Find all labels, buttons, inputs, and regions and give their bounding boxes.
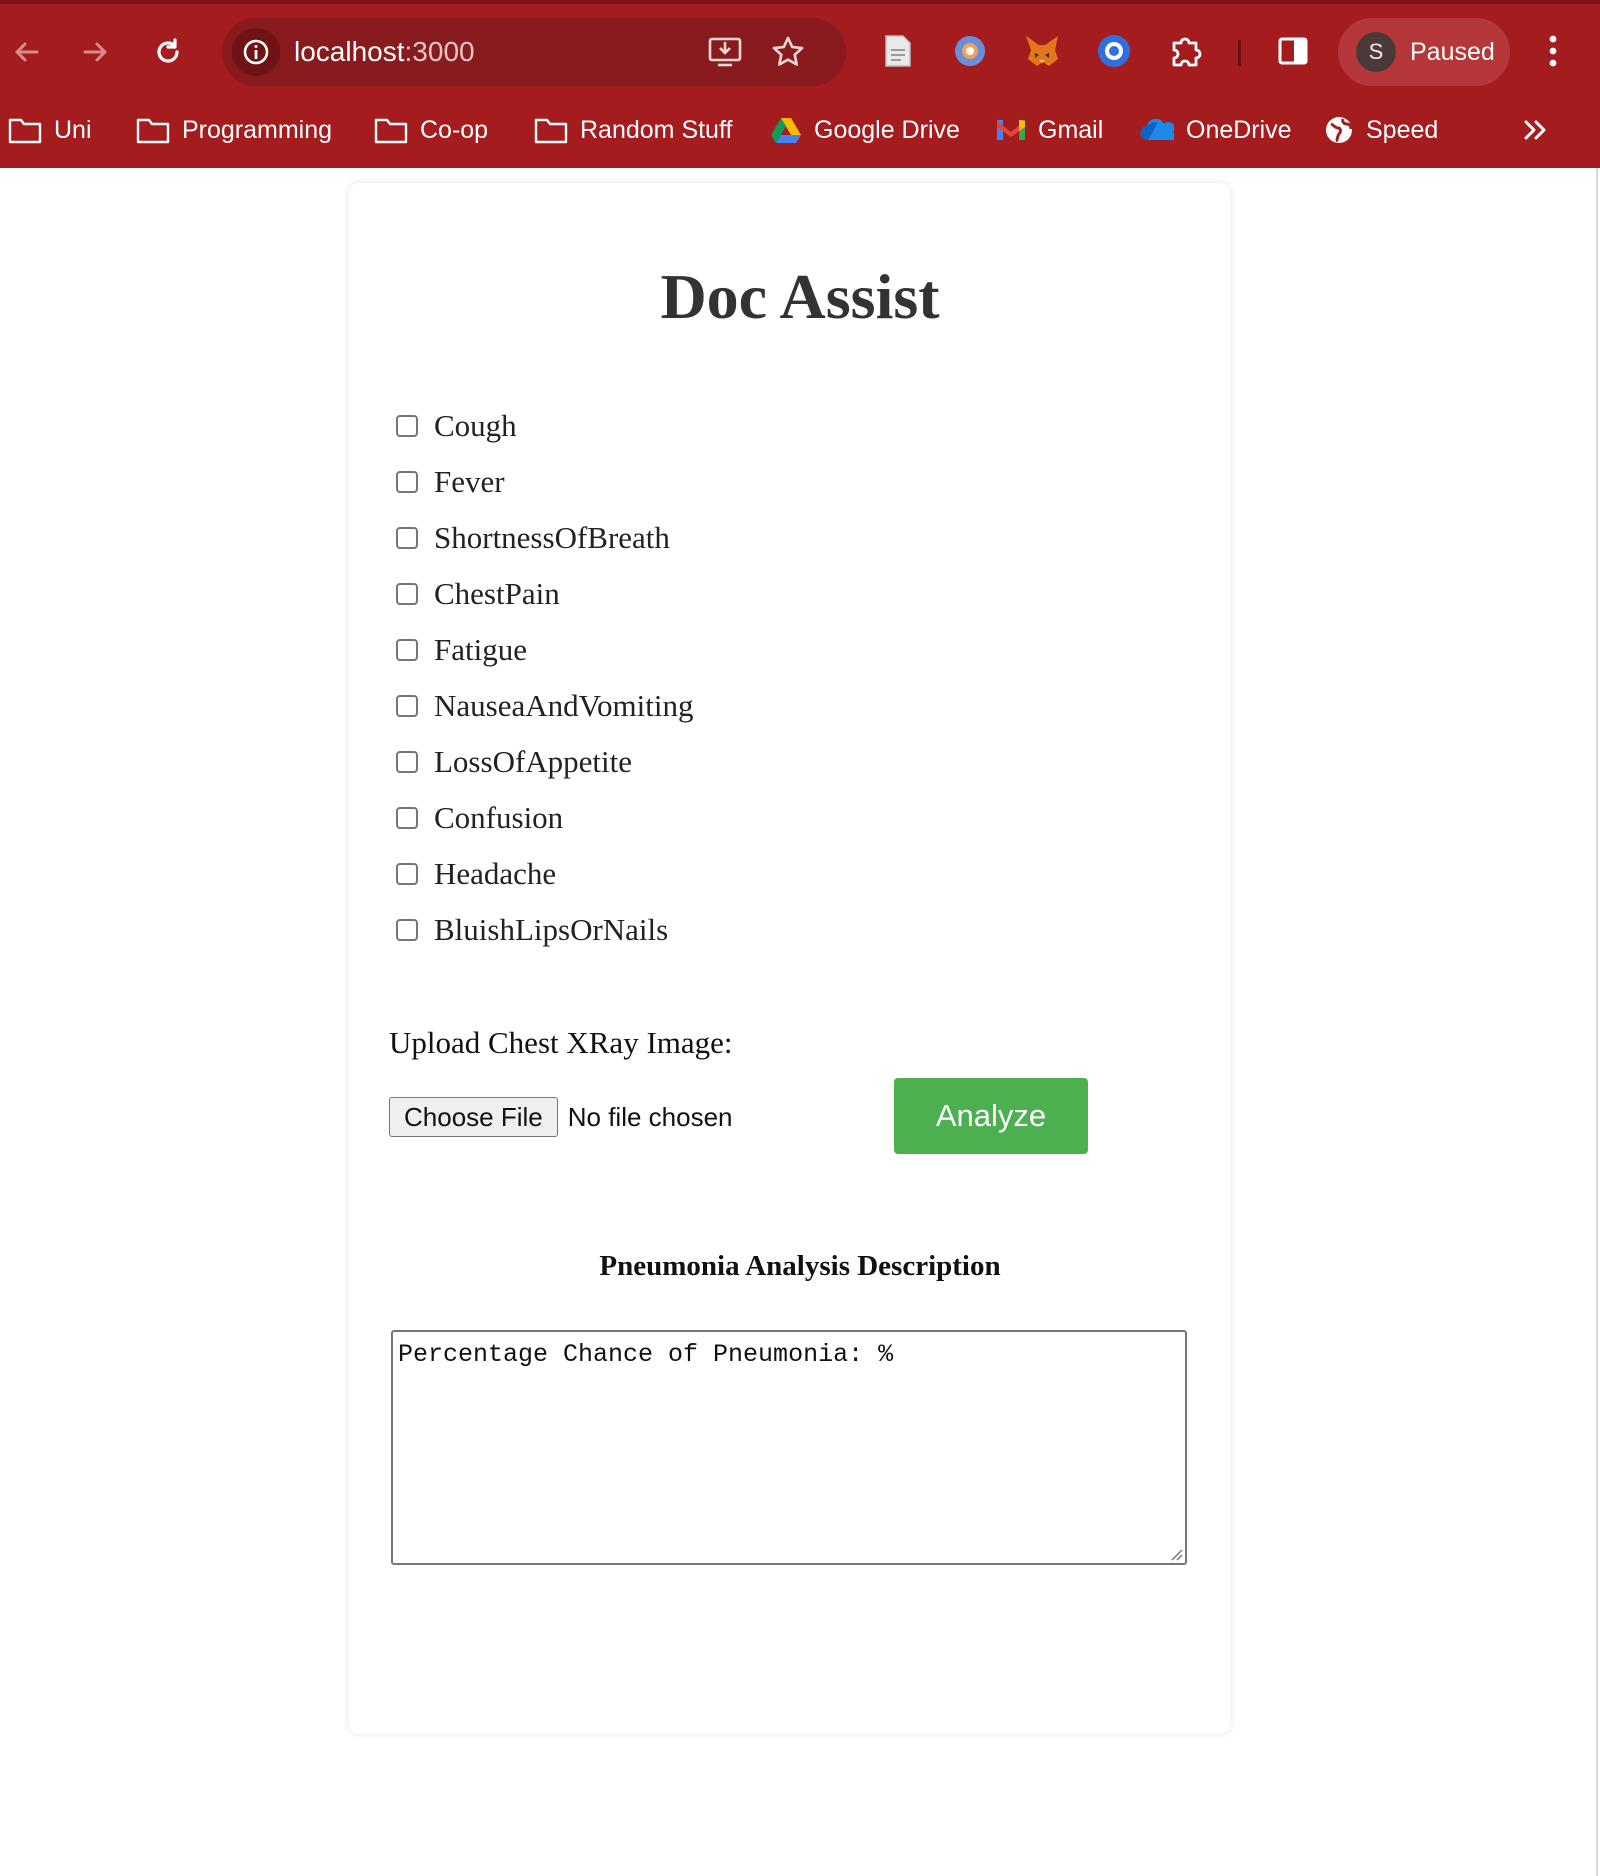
url-text: [294, 36, 475, 68]
kebab-menu-icon: [1548, 34, 1558, 68]
bookmark-speed[interactable]: [1324, 112, 1438, 148]
bookmark-programming[interactable]: [136, 112, 332, 148]
bookmark-google-drive[interactable]: [770, 112, 960, 148]
back-button[interactable]: [0, 26, 52, 78]
symptom-checkbox[interactable]: [396, 527, 418, 549]
globe-icon: [1324, 115, 1354, 145]
symptom-item[interactable]: [396, 566, 693, 622]
bookmark-label: Speed: [1366, 115, 1439, 144]
symptom-checkbox[interactable]: [396, 471, 418, 493]
extension-metamask[interactable]: [1019, 28, 1065, 74]
symptom-item[interactable]: [396, 790, 693, 846]
browser-menu-button[interactable]: [1530, 28, 1576, 74]
document-icon: [883, 34, 913, 68]
reload-icon: [153, 37, 183, 67]
profile-status: Paused: [1410, 38, 1495, 66]
bookmark-uni[interactable]: [8, 112, 92, 148]
bookmark-gmail[interactable]: [996, 112, 1103, 148]
onedrive-icon: [1140, 119, 1174, 141]
symptom-checkbox[interactable]: [396, 639, 418, 661]
symptom-item[interactable]: [396, 734, 693, 790]
symptom-label[interactable]: NauseaAndVomiting: [434, 688, 694, 723]
analyze-button[interactable]: Analyze: [894, 1078, 1088, 1154]
extension-circle[interactable]: [947, 28, 993, 74]
symptom-item[interactable]: [396, 510, 693, 566]
result-textarea[interactable]: [391, 1330, 1187, 1565]
site-info-button[interactable]: [232, 28, 280, 76]
extension-orbit-icon: [952, 33, 988, 69]
double-chevron-right-icon: [1523, 119, 1549, 141]
symptom-label[interactable]: Fever: [434, 464, 505, 499]
url-host: localhost: [294, 36, 405, 67]
symptom-label[interactable]: Fatigue: [434, 632, 527, 667]
description-heading: Pneumonia Analysis Description: [599, 1250, 1001, 1282]
bookmark-label: Google Drive: [814, 115, 960, 144]
bookmark-star-button[interactable]: [768, 32, 808, 72]
resize-grip-icon[interactable]: [1167, 1545, 1183, 1561]
symptom-label[interactable]: ChestPain: [434, 576, 560, 611]
side-panel-icon: [1277, 35, 1309, 67]
folder-icon: [374, 116, 408, 144]
star-icon: [771, 35, 805, 69]
symptom-checkbox[interactable]: [396, 415, 418, 437]
symptom-item[interactable]: [396, 398, 693, 454]
symptom-item[interactable]: [396, 622, 693, 678]
symptom-label[interactable]: Headache: [434, 856, 557, 891]
bookmark-label: Random Stuff: [580, 115, 733, 144]
upload-label: Upload Chest XRay Image:: [389, 1025, 733, 1060]
extension-document[interactable]: [875, 28, 921, 74]
bookmark-label: Co-op: [420, 115, 489, 144]
symptom-checkbox[interactable]: [396, 583, 418, 605]
browser-toolbar: [0, 4, 1600, 98]
symptom-item[interactable]: [396, 678, 693, 734]
symptom-label[interactable]: Cough: [434, 408, 517, 443]
symptom-label[interactable]: ShortnessOfBreath: [434, 520, 670, 555]
install-app-button[interactable]: [706, 32, 746, 72]
forward-button[interactable]: [70, 26, 122, 78]
bookmark-label: Programming: [182, 115, 333, 144]
symptom-item[interactable]: [396, 846, 693, 902]
choose-file-button[interactable]: Choose File: [389, 1097, 558, 1137]
symptom-list: [396, 398, 693, 958]
toolbar-divider: [1238, 40, 1241, 66]
result-text: Percentage Chance of Pneumonia: %: [398, 1340, 894, 1369]
bookmark-onedrive[interactable]: [1140, 112, 1292, 148]
folder-icon: [8, 116, 42, 144]
folder-icon: [136, 116, 170, 144]
google-drive-icon: [770, 116, 802, 144]
symptom-checkbox[interactable]: [396, 863, 418, 885]
fox-icon: [1023, 33, 1061, 69]
bookmark-label: Gmail: [1038, 115, 1104, 144]
symptom-checkbox[interactable]: [396, 807, 418, 829]
symptom-checkbox[interactable]: [396, 919, 418, 941]
gmail-icon: [996, 118, 1026, 142]
page-scroll-edge: [1596, 168, 1598, 1876]
bookmark-label: Uni: [54, 115, 92, 144]
install-icon: [708, 36, 744, 68]
folder-icon: [534, 116, 568, 144]
bookmark-random-stuff[interactable]: [534, 112, 732, 148]
reload-button[interactable]: [142, 26, 194, 78]
arrow-left-icon: [11, 37, 41, 67]
symptom-checkbox[interactable]: [396, 751, 418, 773]
bookmarks-bar: [0, 98, 1600, 164]
extensions-button[interactable]: [1163, 28, 1209, 74]
page-title: Doc Assist: [660, 261, 940, 332]
symptom-item[interactable]: [396, 454, 693, 510]
symptom-checkbox[interactable]: [396, 695, 418, 717]
file-status-text: No file chosen: [567, 1101, 733, 1132]
side-panel-button[interactable]: [1270, 28, 1316, 74]
symptom-label[interactable]: Confusion: [434, 800, 564, 835]
browser-chrome: [0, 0, 1600, 168]
url-port: :3000: [404, 36, 475, 67]
symptom-item[interactable]: [396, 902, 693, 958]
bookmark-co-op[interactable]: [374, 112, 488, 148]
extension-target[interactable]: [1091, 28, 1137, 74]
arrow-right-icon: [81, 37, 111, 67]
puzzle-icon: [1168, 33, 1204, 69]
bookmark-label: OneDrive: [1186, 115, 1292, 144]
avatar: S: [1356, 32, 1396, 72]
file-input[interactable]: [389, 1097, 733, 1137]
symptom-label[interactable]: BluishLipsOrNails: [434, 912, 669, 947]
more-bookmarks-button[interactable]: [1518, 112, 1554, 148]
info-icon: [241, 37, 271, 67]
target-icon: [1096, 33, 1132, 69]
address-bar[interactable]: [222, 18, 846, 86]
profile-button[interactable]: [1338, 18, 1510, 86]
symptom-label[interactable]: LossOfAppetite: [434, 744, 633, 779]
